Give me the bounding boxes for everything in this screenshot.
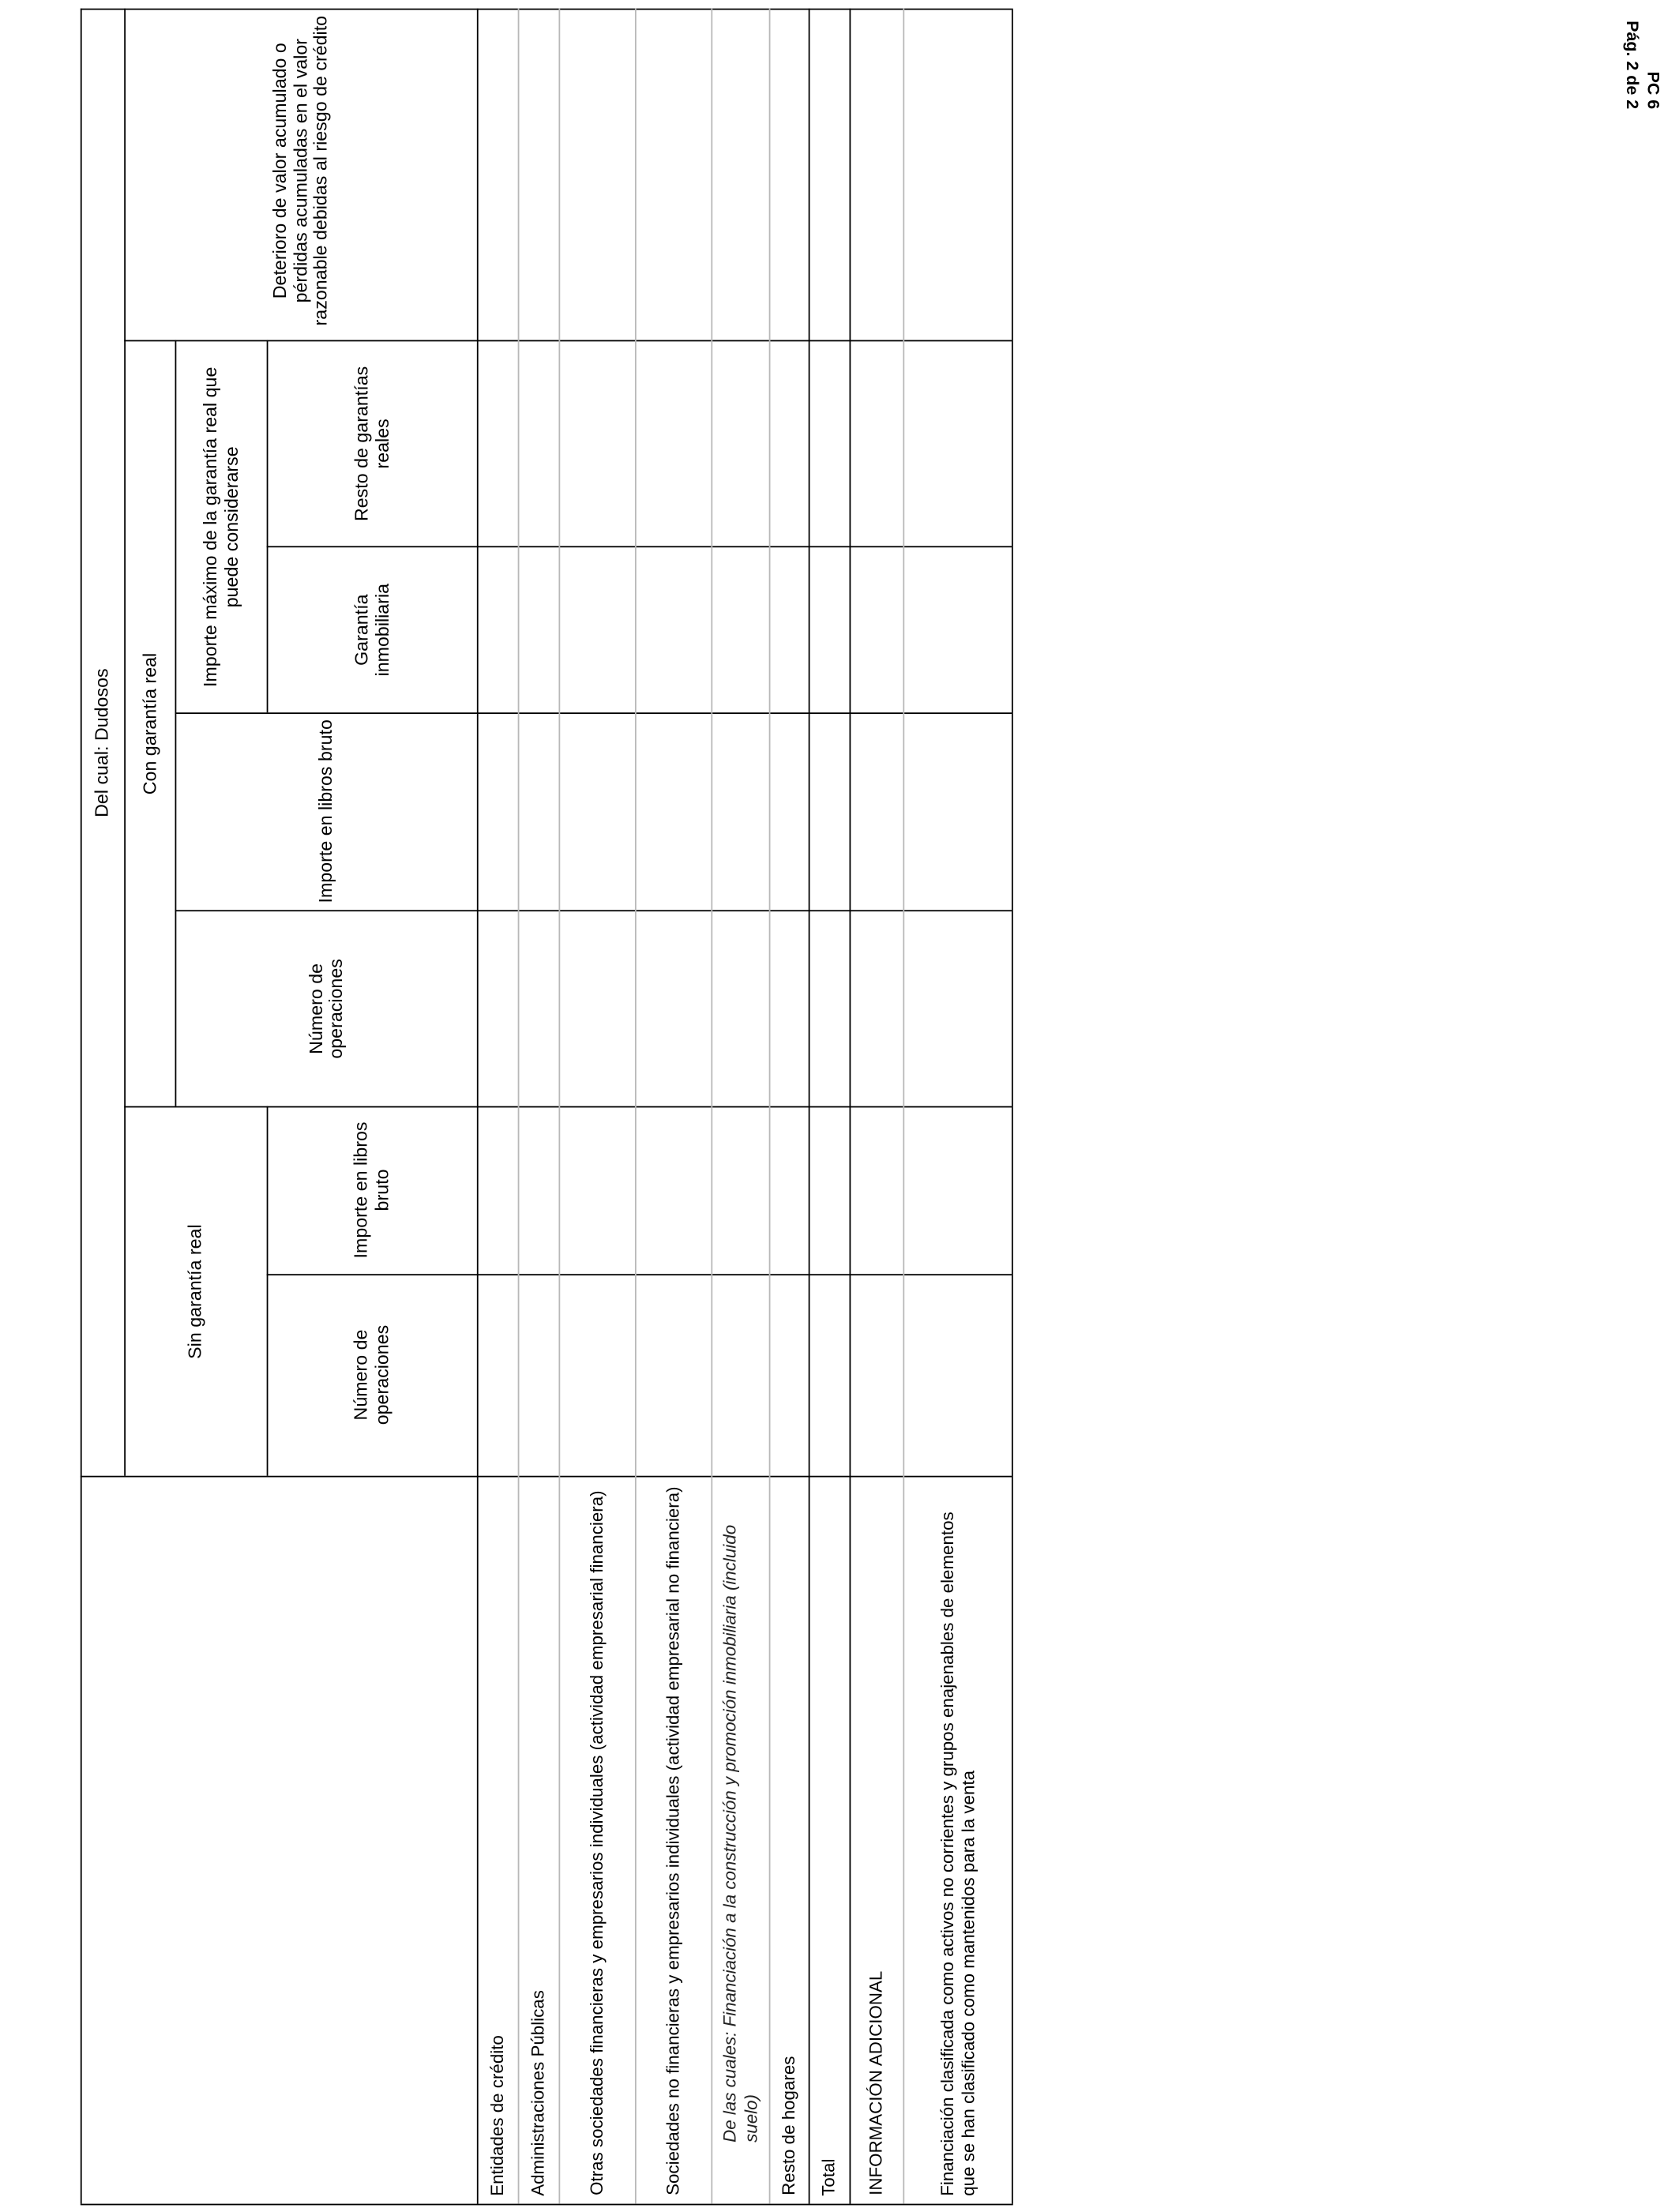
row-de-las-cuales-text (719, 1518, 761, 2142)
sin-garantia-importe-header (267, 1106, 477, 1275)
con-garantia-header (124, 340, 175, 1106)
con-garantia-header-text: Con garantía real (137, 652, 160, 794)
sin-garantia-num-operaciones-header (267, 1274, 477, 1475)
row-informacion-adicional-text: INFORMACIÓN ADICIONAL (866, 1970, 886, 2195)
garantia-inmobiliaria-header (267, 546, 477, 712)
resto-garantias-header-text: Resto de garantías reales (350, 365, 392, 521)
resto-garantias-header (267, 340, 477, 546)
sub-row-text: Financiación a la construcción y promoción inmobiliaria (incluido suelo) (719, 1523, 761, 2142)
con-garantia-importe-header-text: Importe en libros bruto (314, 719, 336, 903)
row-total-text: Total (818, 2158, 839, 2195)
row-financiacion-clasificada (903, 1476, 1012, 2204)
sub-row-prefix: De las cuales: (719, 2026, 739, 2142)
sin-garantia-importe-header-text: Importe en libros bruto (350, 1121, 392, 1259)
row-resto-hogares (769, 1476, 809, 2204)
row-entidades-credito (477, 1476, 518, 2204)
row-administraciones-publicas-text: Administraciones Públicas (528, 1989, 548, 2195)
importe-maximo-header-text: Importe máximo de la garantía real que puede considerarse (198, 366, 241, 687)
group-title (81, 9, 124, 1476)
page-number: Pág. 2 de 2 (1622, 21, 1643, 110)
page-info (1609, 0, 1677, 136)
importe-maximo-header (175, 340, 267, 713)
con-garantia-importe-header (175, 712, 477, 910)
row-entidades-credito-text: Entidades de crédito (486, 2034, 507, 2195)
garantia-inmobiliaria-header-text: Garantía inmobiliaria (350, 583, 392, 676)
sin-garantia-num-operaciones-header-text: Número de operaciones (350, 1324, 392, 1425)
row-administraciones-publicas (518, 1476, 559, 2204)
row-otras-sociedades-financieras-text: Otras sociedades financieras y empresarios individuales (actividad empresarial financiera) (586, 1490, 607, 2195)
row-resto-hogares-text: Resto de hogares (778, 2056, 798, 2195)
deterioro-header (124, 9, 477, 340)
form-code: PC 6 (1643, 71, 1664, 110)
row-de-las-cuales (711, 1476, 768, 2204)
row-otras-sociedades-financieras (558, 1476, 634, 2204)
row-financiacion-clasificada-text: Financiación clasificada como activos no corrientes y grupos enajenables de elementos que se han clasificado como mantenidos para la venta (936, 1511, 978, 2195)
row-informacion-adicional (850, 1476, 903, 2204)
sin-garantia-header (124, 1106, 266, 1476)
con-garantia-num-operaciones-header (175, 910, 477, 1106)
con-garantia-num-operaciones-header-text: Número de operaciones (304, 958, 346, 1058)
row-total (809, 1476, 850, 2204)
group-title-text: Del cual: Dudosos (90, 667, 112, 817)
row-sociedades-no-financieras-text: Sociedades no financieras y empresarios individuales (actividad empresarial no financiera) (662, 1486, 682, 2195)
row-sociedades-no-financieras (635, 1476, 711, 2204)
deterioro-header-text: Deterioro de valor acumulado o pérdidas acumuladas en el valor razonable debidas al riesgo de crédito (268, 15, 331, 325)
sin-garantia-header-text: Sin garantía real (183, 1223, 205, 1358)
